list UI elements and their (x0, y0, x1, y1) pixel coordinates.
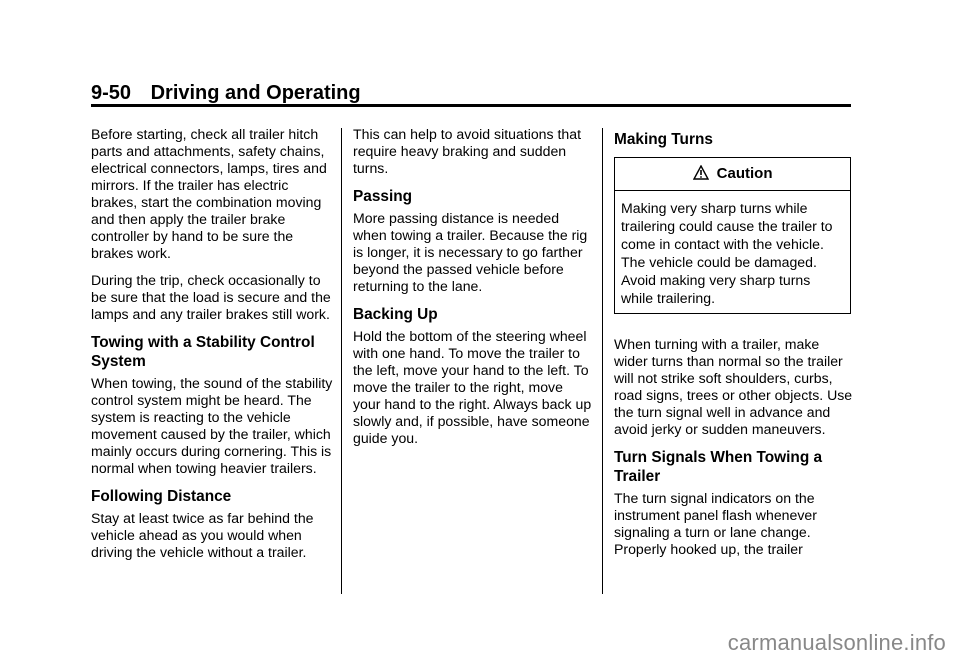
paragraph: More passing distance is needed when towing a trailer. Because the rig is longer, it is necessary to go farther beyond the passed vehicle before returning to the lane. (353, 210, 588, 294)
paragraph: When turning with a trailer, make wider turns than normal so the trailer will not strike soft shoulders, curbs, road signs, trees or other objects. Use the turn signal well in advance and avoid jerky or sudden maneuvers. (614, 336, 853, 437)
paragraph: Stay at least twice as far behind the vehicle ahead as you would when driving the vehicle without a trailer. (91, 510, 314, 560)
paragraph: When towing, the sound of the stability control system might be heard. The system is reacting to the vehicle movement caused by the trailer, which mainly occurs during cornering. This is normal when towing heavier trailers. (91, 375, 333, 476)
watermark: carmanualsonline.info (727, 630, 946, 655)
paragraph: During the trip, check occasionally to be sure that the load is secure and the lamps and any trailer brakes still work. (91, 272, 331, 322)
caution-header (615, 158, 850, 191)
heading-passing: Passing (353, 188, 413, 205)
column-1 (91, 126, 336, 571)
section-title: Driving and Operating (150, 82, 361, 104)
paragraph: Hold the bottom of the steering wheel with one hand. To move the trailer to the left, move your hand to the left. To move the trailer to the right, move your hand to the right. Always back up slowly and, if possible, have someone guide you. (353, 328, 592, 446)
page-header (91, 82, 361, 105)
header-rule (91, 104, 851, 107)
heading-turn-signals: Turn Signals When Towing a Trailer (614, 449, 823, 485)
heading-stability-control: Towing with a Stability Control System (91, 334, 315, 370)
heading-backing-up: Backing Up (353, 306, 438, 323)
column-divider (341, 128, 342, 594)
heading-following-distance: Following Distance (91, 488, 232, 505)
column-divider (602, 128, 603, 594)
caution-box (614, 157, 851, 314)
warning-icon (693, 165, 709, 180)
paragraph: Before starting, check all trailer hitch parts and attachments, safety chains, electrical connectors, lamps, tires and mirrors. If the trailer has electric brakes, start the combination moving and then apply the trailer brake controller by hand to be sure the brakes work. (91, 126, 327, 261)
column-2 (353, 126, 593, 457)
paragraph: The turn signal indicators on the instrument panel flash whenever signaling a turn or lane change. Properly hooked up, the trailer (614, 490, 817, 557)
caution-text: Making very sharp turns while trailering could cause the trailer to come in contact with the vehicle. The vehicle could be damaged. Avoid making very sharp turns while trailering. (621, 200, 833, 306)
caution-title: Caution (716, 165, 773, 182)
heading-making-turns: Making Turns (614, 131, 713, 148)
paragraph: This can help to avoid situations that require heavy braking and sudden turns. (353, 126, 581, 176)
page-number: 9-50 (91, 82, 132, 104)
column-3 (614, 126, 854, 568)
